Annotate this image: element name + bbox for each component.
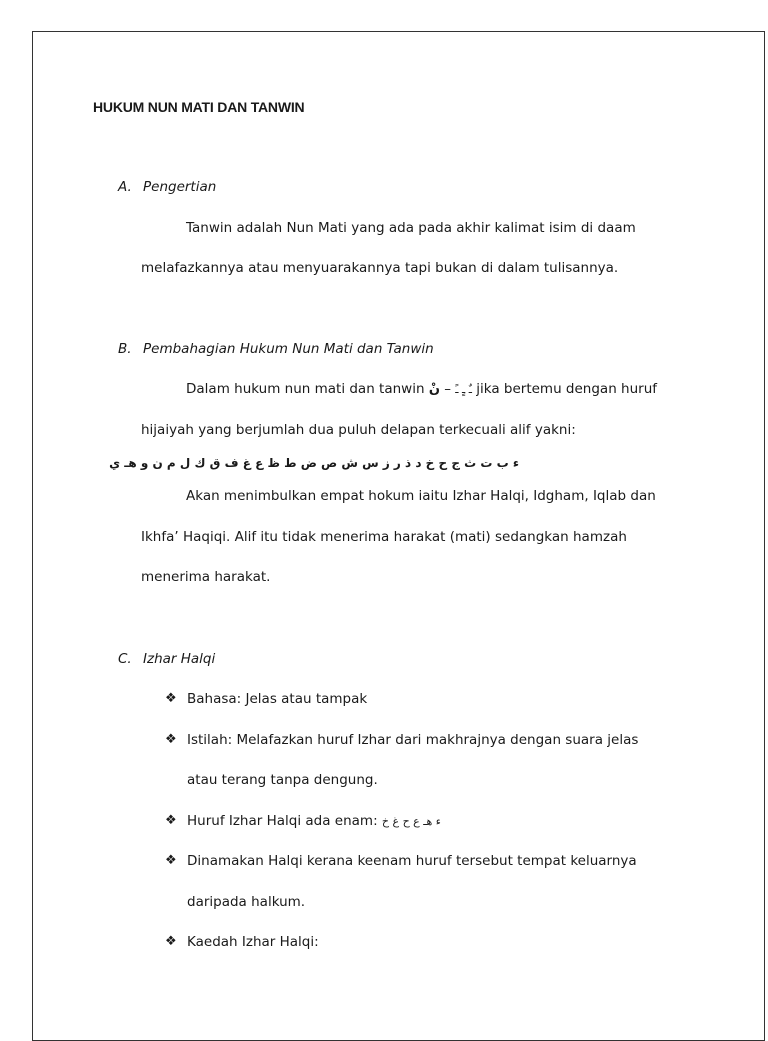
section-b-paragraph-line2: hijaiyah yang berjumlah dua puluh delapan terkecuali alif yakni: [141, 422, 576, 438]
section-b-paragraph-line3: Akan menimbulkan empat hokum iaitu Izhar Halqi, Idgham, Iqlab dan [186, 488, 656, 504]
section-c-heading: Izhar Halqi [143, 651, 216, 667]
bullet-item-huruf-text: Huruf Izhar Halqi ada enam: [187, 813, 378, 829]
bullet-item-kaedah: Kaedah Izhar Halqi: [187, 934, 319, 950]
bullet-icon: ❖ [165, 691, 177, 706]
section-b-paragraph-line1 [186, 380, 657, 399]
bullet-item-istilah-line1: Istilah: Melafazkan huruf Izhar dari makhrajnya dengan suara jelas [187, 732, 639, 748]
section-b-heading: Pembahagian Hukum Nun Mati dan Tanwin [143, 341, 434, 357]
bullet-icon: ❖ [165, 732, 177, 747]
section-b-label: B. [118, 341, 132, 357]
section-c-label: C. [118, 651, 132, 667]
section-a-heading: Pengertian [143, 179, 217, 195]
section-a-label: A. [118, 179, 132, 195]
section-b-line1-pre: Dalam hukum nun mati dan tanwin [186, 381, 425, 397]
bullet-icon: ❖ [165, 853, 177, 868]
section-b-paragraph-line5: menerima harakat. [141, 569, 271, 585]
bullet-item-dinamakan-line2: daripada halkum. [187, 894, 306, 910]
bullet-item-dinamakan-line1: Dinamakan Halqi kerana keenam huruf tersebut tempat keluarnya [187, 853, 637, 869]
document-title: HUKUM NUN MATI DAN TANWIN [93, 99, 305, 115]
nun-sukun: نْ [428, 382, 440, 397]
dash: – [444, 381, 451, 397]
tanwin-marks: ـٌ ـٍ ـً [455, 383, 472, 396]
section-a-paragraph-line1: Tanwin adalah Nun Mati yang ada pada akhir kalimat isim di daam [186, 220, 636, 236]
bullet-icon: ❖ [165, 934, 177, 949]
bullet-item-istilah-line2: atau terang tanpa dengung. [187, 772, 378, 788]
bullet-item-huruf [187, 812, 441, 831]
section-b-line1-post: jika bertemu dengan huruf [476, 381, 658, 397]
bullet-icon: ❖ [165, 813, 177, 828]
section-a-paragraph-line2: melafazkannya atau menyuarakannya tapi bukan di dalam tulisannya. [141, 260, 619, 276]
bullet-item-bahasa: Bahasa: Jelas atau tampak [187, 691, 368, 707]
izhar-letters: ء هـ ع ح غ خ [381, 815, 441, 828]
section-b-paragraph-line4: Ikhfa’ Haqiqi. Alif itu tidak menerima harakat (mati) sedangkan hamzah [141, 529, 627, 545]
arabic-letters-row: ء ب ت ث ج ح خ د ذ ر ز س ش ص ض ط ظ ع غ ف ق ك ل م ن و هـ ي [109, 456, 519, 470]
